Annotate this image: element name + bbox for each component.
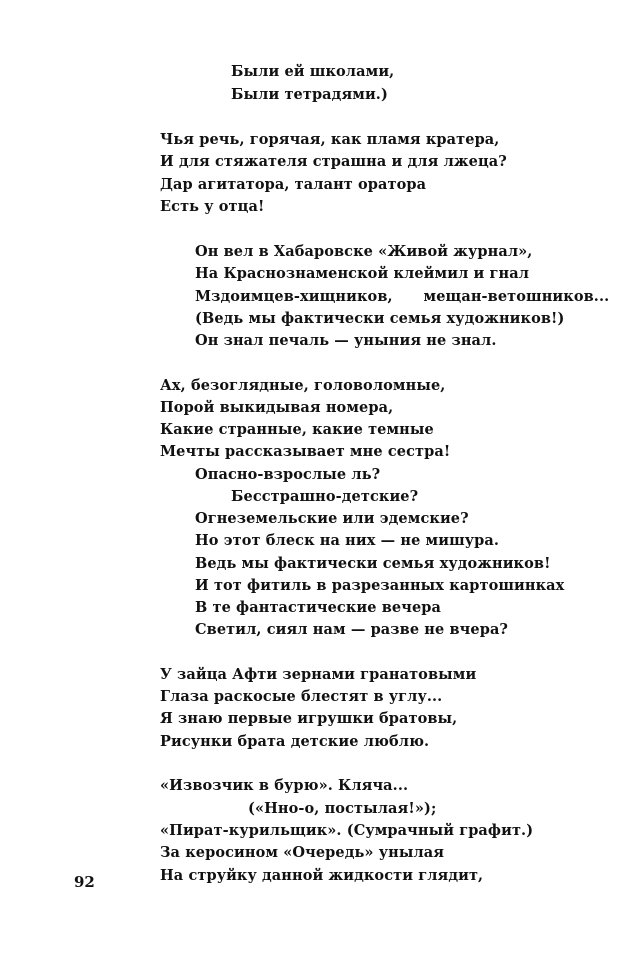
poem-line: Порой выкидывая номера, <box>160 399 394 416</box>
poem-line: (Ведь мы фактически семья художников!) <box>195 310 565 327</box>
poem-line: Глаза раскосые блестят в углу... <box>160 688 443 705</box>
poem-line: Но этот блеск на них — не мишура. <box>195 532 500 549</box>
poem-line: Он вел в Хабаровске «Живой журнал», <box>195 243 533 260</box>
poem-line: Чья речь, горячая, как пламя кратера, <box>160 131 500 148</box>
poem-line: В те фантастические вечера <box>195 599 442 616</box>
poem-line: Я знаю первые игрушки братовы, <box>160 710 458 727</box>
poem-line: Мздоимцев-хищников, мещан-ветошников... <box>195 288 610 305</box>
poem-line: Мечты рассказывает мне сестра! <box>160 443 451 460</box>
poem-line: Он знал печаль — уныния не знал. <box>195 332 497 349</box>
poem-line: Ах, безоглядные, головоломные, <box>160 377 446 394</box>
poem-line: Бесстрашно-детские? <box>231 488 419 505</box>
poem-line: Были ей школами, <box>231 63 395 80</box>
poem-line: «Извозчик в бурю». Кляча... <box>160 777 409 794</box>
poem-line: На Краснознаменской клеймил и гнал <box>195 265 530 282</box>
poem-line: Ведь мы фактически семья художников! <box>195 555 551 572</box>
poem-line: И для стяжателя страшна и для лжеца? <box>160 153 507 170</box>
poem-line: Были тетрадями.) <box>231 86 388 103</box>
poem-line: Есть у отца! <box>160 198 265 215</box>
poem-line: Рисунки брата детские люблю. <box>160 733 430 750</box>
poem-line: «Пират-курильщик». (Сумрачный графит.) <box>160 822 534 839</box>
poem-line: Опасно-взрослые ль? <box>195 466 381 483</box>
poem-line: Светил, сиял нам — разве не вчера? <box>195 621 509 638</box>
poem-line: Какие странные, какие темные <box>160 421 434 438</box>
poem-line: За керосином «Очередь» унылая <box>160 844 445 861</box>
poem-line: Огнеземельские или эдемские? <box>195 510 469 527</box>
poem-line: У зайца Афти зернами гранатовыми <box>160 666 477 683</box>
poem-line: И тот фитиль в разрезанных картошинках <box>195 577 565 594</box>
page-number: 92 <box>74 873 95 891</box>
poem-line: («Нно-о, постылая!»); <box>248 800 437 817</box>
poem-line: На струйку данной жидкости глядит, <box>160 867 484 884</box>
poem-line: Дар агитатора, талант оратора <box>160 176 427 193</box>
